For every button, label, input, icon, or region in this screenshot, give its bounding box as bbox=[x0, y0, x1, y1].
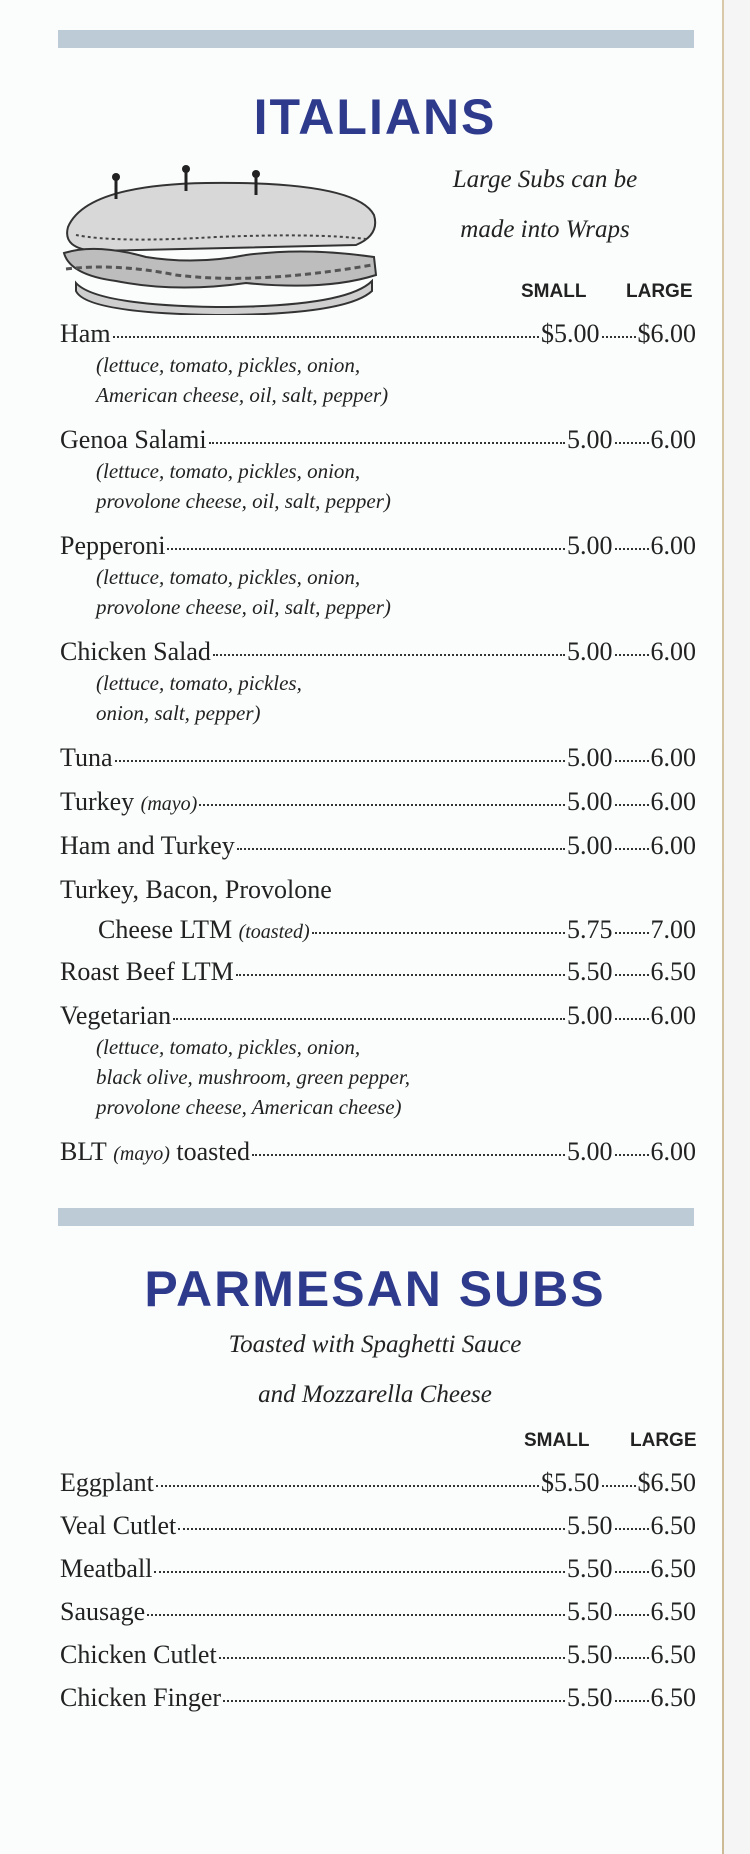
price-large: 6.50 bbox=[650, 1511, 696, 1540]
dot-leader bbox=[312, 931, 565, 934]
price-small: 5.50 bbox=[567, 1640, 613, 1669]
item-note: (toasted) bbox=[238, 921, 310, 943]
menu-item bbox=[60, 830, 696, 862]
section-divider-band bbox=[58, 30, 694, 48]
item-description: (lettuce, tomato, pickles, bbox=[96, 671, 302, 695]
page-fold-edge bbox=[722, 0, 724, 1854]
item-description: (lettuce, tomato, pickles, onion, bbox=[96, 353, 361, 377]
item-name: Veal Cutlet bbox=[60, 1511, 177, 1540]
item-name: Sausage bbox=[60, 1597, 146, 1626]
item-name: Ham and Turkey bbox=[60, 831, 235, 860]
item-name: Pepperoni bbox=[60, 531, 166, 560]
dot-leader bbox=[236, 973, 565, 976]
menu-item bbox=[60, 1510, 696, 1542]
menu-item bbox=[60, 1000, 696, 1122]
menu-item bbox=[60, 1639, 696, 1671]
price-large: 6.00 bbox=[650, 787, 696, 816]
item-description: black olive, mushroom, green pepper, bbox=[96, 1065, 410, 1089]
dot-leader bbox=[615, 973, 649, 976]
item-description: provolone cheese, American cheese) bbox=[96, 1095, 402, 1119]
price-large: 7.00 bbox=[650, 915, 696, 944]
parmesan-subtitle bbox=[0, 1320, 750, 1420]
dot-leader bbox=[615, 1613, 649, 1616]
price-small: 5.50 bbox=[567, 957, 613, 986]
menu-item bbox=[60, 424, 696, 516]
dot-leader bbox=[219, 1656, 565, 1659]
item-description: (lettuce, tomato, pickles, onion, bbox=[96, 459, 361, 483]
item-description: (lettuce, tomato, pickles, onion, bbox=[96, 565, 361, 589]
menu-item bbox=[60, 1553, 696, 1585]
dot-leader bbox=[147, 1613, 565, 1616]
dot-leader bbox=[173, 1017, 565, 1020]
dot-leader bbox=[213, 653, 565, 656]
item-name: Tuna bbox=[60, 743, 113, 772]
wrap-note-line-1: Large Subs can be bbox=[452, 166, 638, 193]
item-name: BLT bbox=[60, 1137, 107, 1166]
price-large: 6.00 bbox=[650, 425, 696, 454]
item-name: Chicken Cutlet bbox=[60, 1640, 217, 1669]
dot-leader bbox=[615, 847, 649, 850]
price-large: 6.00 bbox=[650, 743, 696, 772]
column-header-small: SMALL bbox=[524, 1430, 590, 1451]
price-large: 6.50 bbox=[650, 957, 696, 986]
dot-leader bbox=[209, 441, 565, 444]
menu-item bbox=[60, 636, 696, 728]
dot-leader bbox=[199, 803, 565, 806]
price-small: 5.00 bbox=[567, 787, 613, 816]
wrap-note-line-2: made into Wraps bbox=[460, 216, 630, 243]
item-note: (mayo) bbox=[113, 1143, 170, 1165]
dot-leader bbox=[615, 1017, 649, 1020]
dot-leader bbox=[615, 653, 649, 656]
parmesan-subtitle-line-1: Toasted with Spaghetti Sauce bbox=[228, 1331, 522, 1358]
item-name-suffix: toasted bbox=[176, 1137, 251, 1166]
item-name: Meatball bbox=[60, 1554, 153, 1583]
dot-leader bbox=[615, 759, 649, 762]
dot-leader bbox=[602, 1484, 636, 1487]
item-description: American cheese, oil, salt, pepper) bbox=[96, 383, 389, 407]
item-name: Roast Beef LTM bbox=[60, 957, 234, 986]
price-small: 5.00 bbox=[567, 637, 613, 666]
price-large: 6.50 bbox=[650, 1597, 696, 1626]
price-small: 5.75 bbox=[567, 915, 613, 944]
price-small: 5.00 bbox=[567, 425, 613, 454]
price-small: 5.00 bbox=[567, 1001, 613, 1030]
item-name: Ham bbox=[60, 319, 111, 348]
menu-item bbox=[60, 786, 696, 820]
dot-leader bbox=[615, 1699, 649, 1702]
menu-item bbox=[60, 874, 696, 948]
menu-item bbox=[60, 956, 696, 988]
price-large: 6.50 bbox=[650, 1640, 696, 1669]
price-large: 6.00 bbox=[650, 831, 696, 860]
price-small: 5.00 bbox=[567, 743, 613, 772]
dot-leader bbox=[223, 1699, 565, 1702]
price-small: 5.50 bbox=[567, 1597, 613, 1626]
item-name: Vegetarian bbox=[60, 1001, 172, 1030]
column-header-large: LARGE bbox=[626, 281, 693, 302]
menu-item bbox=[60, 742, 696, 774]
price-large: 6.00 bbox=[650, 637, 696, 666]
menu-item bbox=[60, 530, 696, 622]
price-large: 6.50 bbox=[650, 1683, 696, 1712]
section-title-parmesan: PARMESAN SUBS bbox=[144, 1261, 606, 1317]
item-description: provolone cheese, oil, salt, pepper) bbox=[96, 489, 391, 513]
dot-leader bbox=[615, 931, 649, 934]
dot-leader bbox=[178, 1527, 565, 1530]
dot-leader bbox=[615, 1570, 649, 1573]
price-small: 5.00 bbox=[567, 531, 613, 560]
menu-item bbox=[60, 1136, 696, 1170]
sub-sandwich-illustration bbox=[56, 165, 386, 315]
dot-leader bbox=[615, 1656, 649, 1659]
section-title-italians: ITALIANS bbox=[253, 89, 497, 145]
dot-leader bbox=[615, 1527, 649, 1530]
dot-leader bbox=[252, 1153, 565, 1156]
dot-leader bbox=[156, 1484, 539, 1487]
price-small: 5.50 bbox=[567, 1554, 613, 1583]
dot-leader bbox=[237, 847, 565, 850]
item-name: Eggplant bbox=[60, 1468, 154, 1497]
wrap-note bbox=[400, 155, 690, 255]
dot-leader bbox=[113, 335, 539, 338]
menu-item bbox=[60, 1682, 696, 1714]
price-small: $5.00 bbox=[541, 319, 600, 348]
menu-item bbox=[60, 1596, 696, 1628]
menu-item bbox=[60, 318, 696, 410]
item-name: Genoa Salami bbox=[60, 425, 207, 454]
item-name-line-1: Turkey, Bacon, Provolone bbox=[60, 875, 332, 904]
item-note: (mayo) bbox=[140, 793, 198, 815]
price-large: 6.00 bbox=[650, 1137, 696, 1166]
item-name: Cheese LTM bbox=[98, 915, 233, 944]
menu-item bbox=[60, 1467, 696, 1499]
price-small: $5.50 bbox=[541, 1468, 600, 1497]
dot-leader bbox=[167, 547, 565, 550]
price-small: 5.50 bbox=[567, 1511, 613, 1540]
column-header-small: SMALL bbox=[521, 281, 587, 302]
item-description: provolone cheese, oil, salt, pepper) bbox=[96, 595, 391, 619]
price-large: $6.50 bbox=[637, 1468, 696, 1497]
page-margin bbox=[724, 0, 750, 1854]
dot-leader bbox=[615, 547, 649, 550]
parmesan-subtitle-line-2: and Mozzarella Cheese bbox=[258, 1381, 492, 1408]
dot-leader bbox=[154, 1570, 565, 1573]
dot-leader bbox=[115, 759, 565, 762]
item-name: Turkey bbox=[60, 787, 135, 816]
item-name: Chicken Salad bbox=[60, 637, 211, 666]
item-description: (lettuce, tomato, pickles, onion, bbox=[96, 1035, 361, 1059]
dot-leader bbox=[615, 1153, 649, 1156]
price-small: 5.00 bbox=[567, 831, 613, 860]
price-large: 6.50 bbox=[650, 1554, 696, 1583]
price-large: 6.00 bbox=[650, 1001, 696, 1030]
price-small: 5.00 bbox=[567, 1137, 613, 1166]
dot-leader bbox=[602, 335, 636, 338]
price-large: $6.00 bbox=[637, 319, 696, 348]
item-description: onion, salt, pepper) bbox=[96, 701, 261, 725]
price-small: 5.50 bbox=[567, 1683, 613, 1712]
dot-leader bbox=[615, 441, 649, 444]
column-header-large: LARGE bbox=[630, 1430, 697, 1451]
price-large: 6.00 bbox=[650, 531, 696, 560]
dot-leader bbox=[615, 803, 649, 806]
section-divider-band bbox=[58, 1208, 694, 1226]
item-name: Chicken Finger bbox=[60, 1683, 222, 1712]
